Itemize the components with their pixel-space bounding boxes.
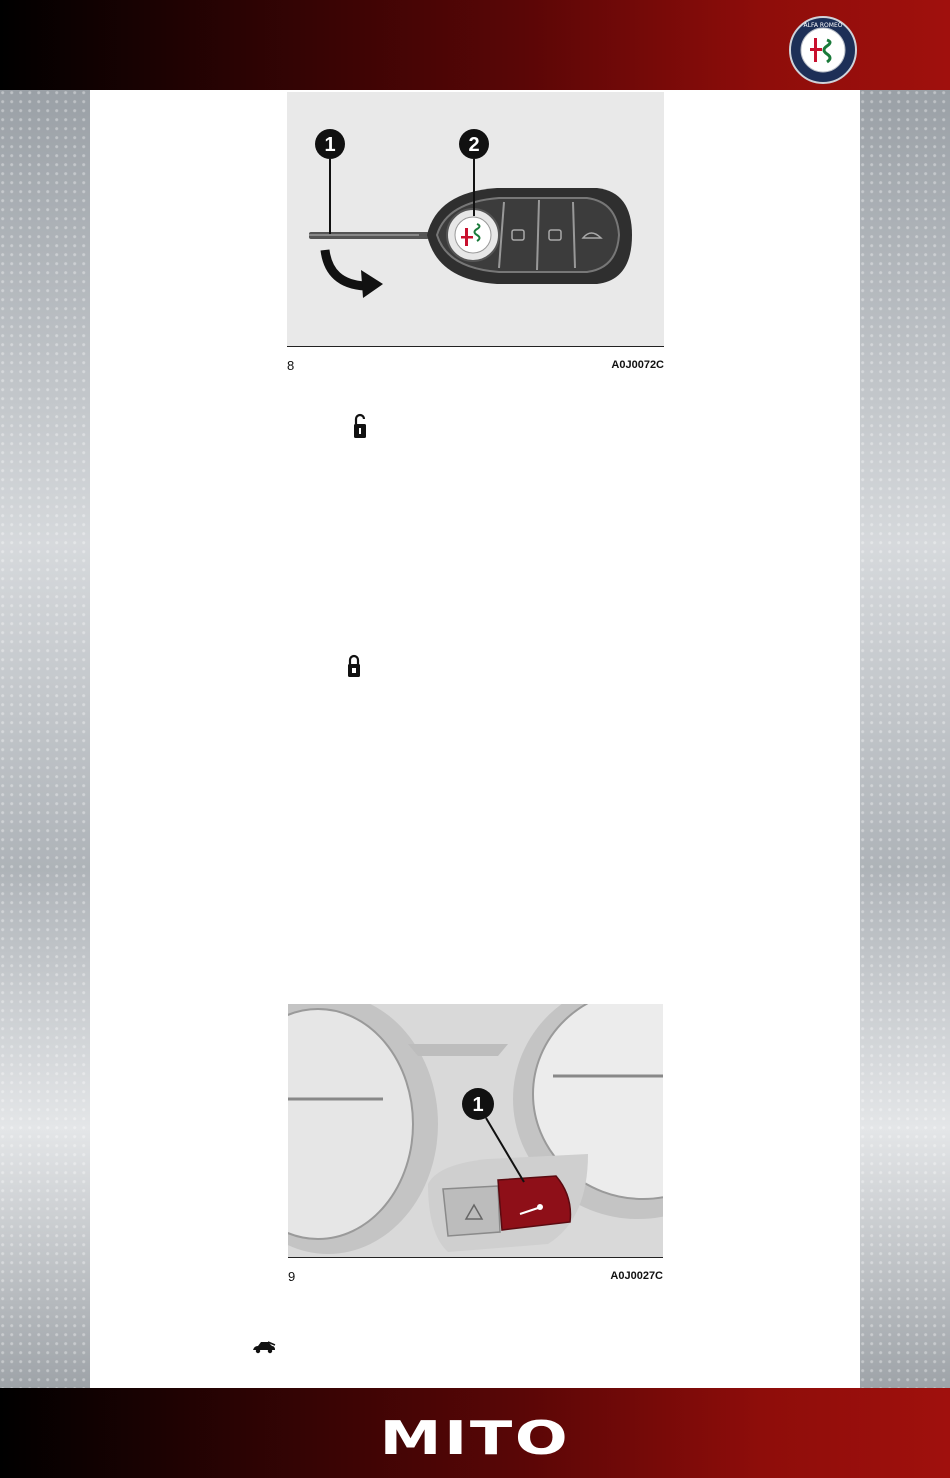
key-fob-illustration: [287, 92, 664, 346]
figure-8-number: 8: [287, 358, 295, 373]
badge-text: ALFA ROMEO: [803, 22, 843, 29]
figure-9-number: 9: [288, 1269, 296, 1284]
right-margin-texture: [860, 90, 950, 1388]
figure-9-code: A0J0027C: [610, 1270, 663, 1282]
figure-8-baseline: [287, 346, 664, 347]
car-trunk-icon: [252, 1340, 276, 1354]
page-header: [0, 0, 950, 90]
callout-1b: 1: [472, 1094, 484, 1116]
callout-1: 1: [324, 134, 336, 156]
lock-icon: [346, 653, 362, 679]
left-margin-texture: [0, 90, 90, 1388]
mito-model-logo: MITO: [379, 1411, 571, 1465]
alfa-romeo-badge-icon: [789, 16, 857, 84]
figure-9-baseline: [288, 1257, 663, 1258]
figure-8-code: A0J0072C: [611, 359, 664, 371]
dashboard-button-illustration: [288, 1004, 663, 1258]
unlock-icon: [352, 412, 368, 440]
callout-2: 2: [468, 134, 480, 156]
